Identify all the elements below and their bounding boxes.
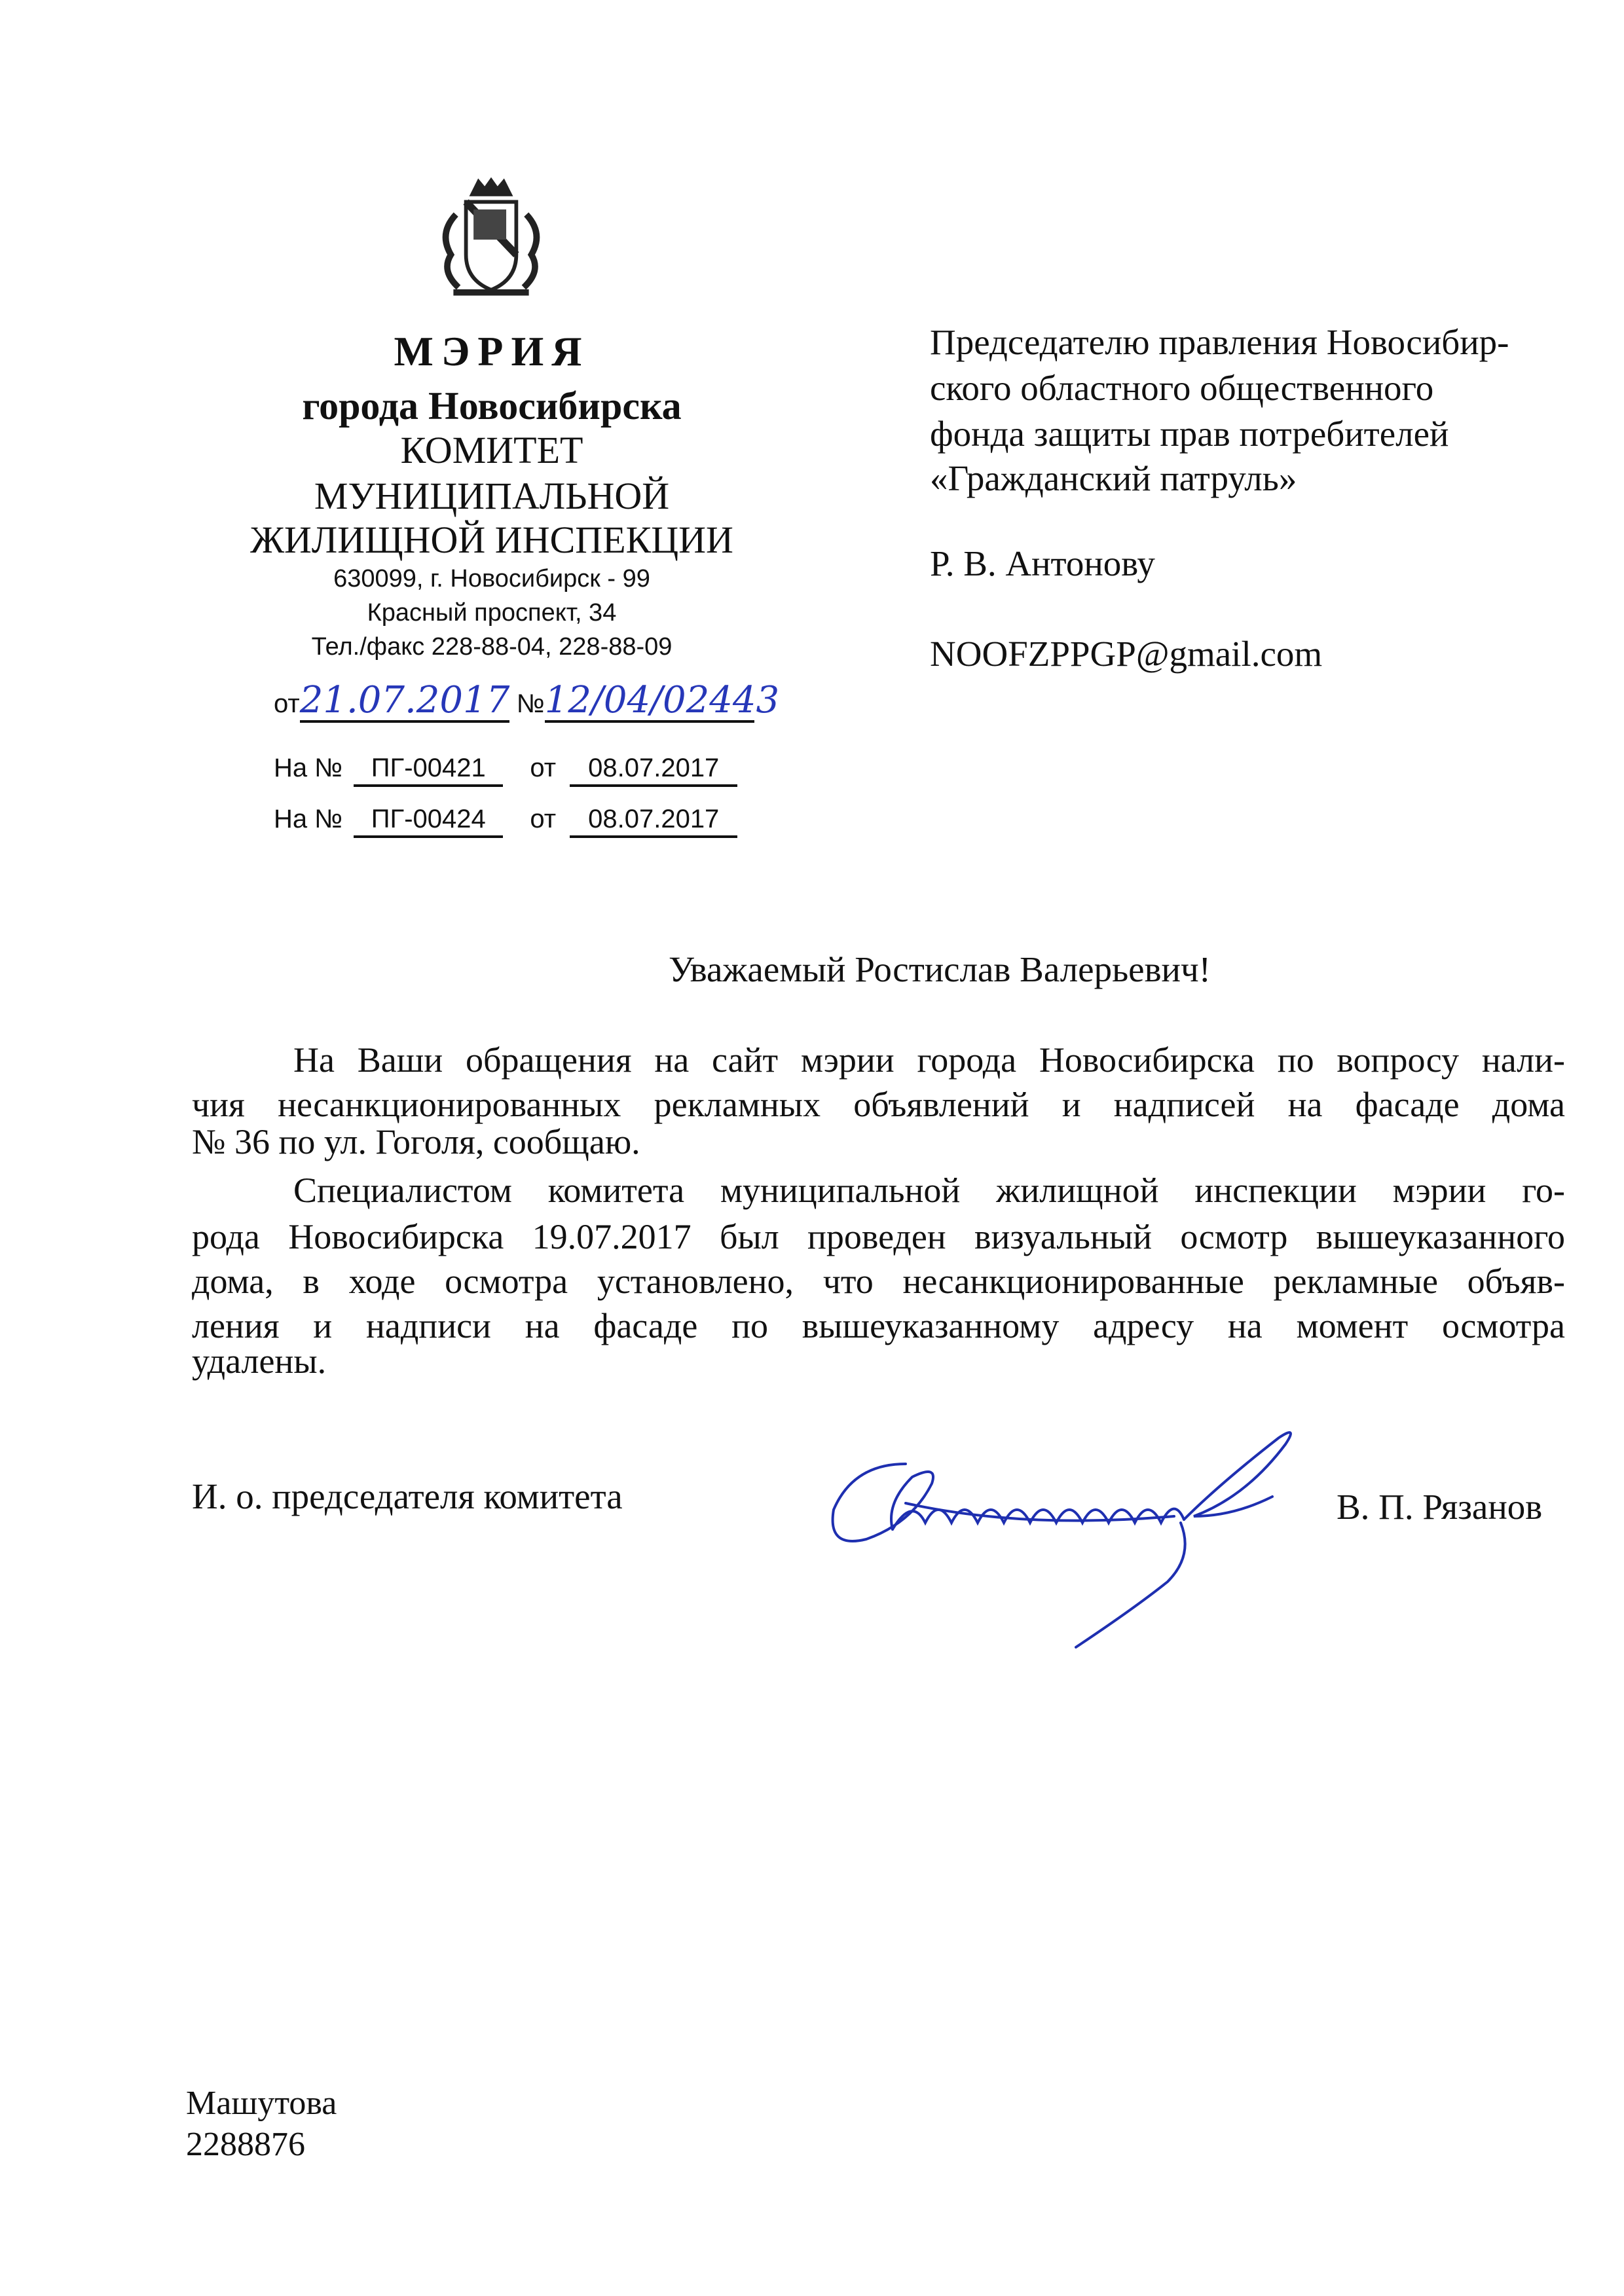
- body-line: чия несанкционированных рекламных объявлений и надписей на фасаде дома: [192, 1085, 1565, 1124]
- body-line: Специалистом комитета муниципальной жилищной инспекции мэрии го-: [293, 1171, 1565, 1210]
- ref-from-label: от: [530, 805, 557, 833]
- registration-line: [274, 679, 780, 723]
- recipient-name: Р. В. Антонову: [930, 543, 1155, 583]
- reference-row: [274, 803, 737, 838]
- address-line-1: 630099, г. Новосибирск - 99: [333, 565, 650, 592]
- body-line: На Ваши обращения на сайт мэрии города Новосибирска по вопросу нали-: [293, 1040, 1565, 1080]
- address-line-2: Красный проспект, 34: [367, 599, 617, 627]
- signatory-name: В. П. Рязанов: [1337, 1487, 1543, 1527]
- body-line: дома, в ходе осмотра установлено, что несанкционированные рекламные объяв-: [192, 1262, 1565, 1301]
- recipient-line: «Гражданский патруль»: [930, 458, 1297, 498]
- body-line: рода Новосибирска 19.07.2017 был проведен визуальный осмотр вышеуказанного: [192, 1217, 1565, 1256]
- ref-number: ПГ-00424: [354, 803, 503, 838]
- ref-from-label: от: [530, 754, 557, 782]
- from-label: от: [274, 689, 300, 718]
- executor-name: Машутова: [186, 2085, 337, 2122]
- body-line: ления и надписи на фасаде по вышеуказанному адресу на момент осмотра: [192, 1306, 1565, 1345]
- phone-fax: Тел./факс 228-88-04, 228-88-09: [311, 633, 673, 661]
- coat-of-arms-icon: [428, 177, 554, 302]
- org-city: города Новосибирска: [302, 384, 682, 428]
- handwritten-date: 21.07.2017: [299, 679, 510, 721]
- ref-number: ПГ-00421: [354, 752, 503, 787]
- ref-label: На №: [274, 754, 343, 782]
- recipient-line: Председателю правления Новосибир-: [930, 322, 1509, 362]
- dept-line-1: КОМИТЕТ: [400, 429, 583, 471]
- ref-label: На №: [274, 805, 343, 833]
- ref-date: 08.07.2017: [570, 803, 737, 838]
- handwritten-signature: [827, 1425, 1299, 1654]
- handwritten-number: 12/04/02443: [544, 679, 780, 721]
- recipient-email: NOOFZPPGP@gmail.com: [930, 634, 1323, 674]
- body-line: № 36 по ул. Гоголя, сообщаю.: [192, 1122, 640, 1161]
- dept-line-3: ЖИЛИЩНОЙ ИНСПЕКЦИИ: [250, 519, 733, 561]
- recipient-line: ского областного общественного: [930, 368, 1434, 408]
- executor-phone: 2288876: [186, 2126, 305, 2163]
- greeting: Уважаемый Ростислав Валерьевич!: [669, 949, 1211, 989]
- ref-date: 08.07.2017: [570, 752, 737, 787]
- number-label: №: [516, 689, 545, 718]
- org-title: МЭРИЯ: [394, 328, 590, 374]
- dept-line-2: МУНИЦИПАЛЬНОЙ: [314, 475, 670, 517]
- reference-row: [274, 752, 737, 787]
- body-line: удалены.: [192, 1341, 327, 1381]
- recipient-line: фонда защиты прав потребителей: [930, 414, 1449, 454]
- signatory-position: И. о. председателя комитета: [192, 1476, 623, 1516]
